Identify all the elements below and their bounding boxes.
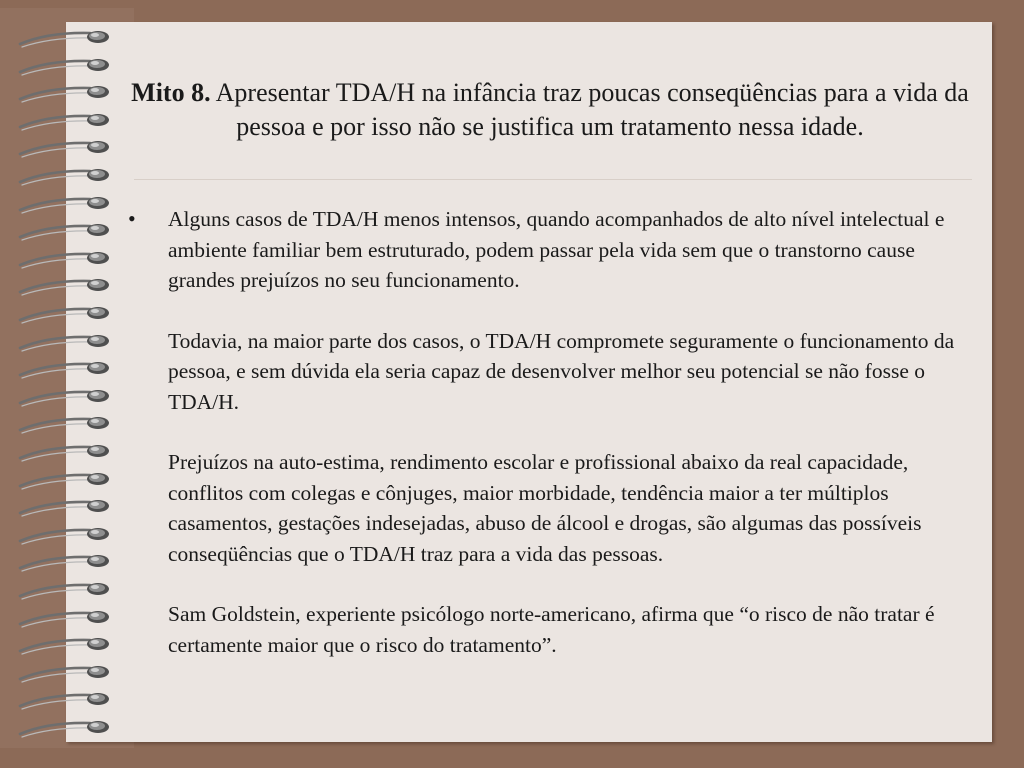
spiral-binding-ring-icon [18, 608, 114, 630]
spiral-binding-ring-icon [18, 470, 114, 492]
spiral-binding-ring-icon [18, 442, 114, 464]
spiral-binding-ring-icon [18, 359, 114, 381]
spiral-binding-ring-icon [18, 552, 114, 574]
title-bold: Mito 8. [131, 78, 211, 107]
bullet-point-icon: • [128, 206, 136, 231]
spiral-binding-ring-icon [18, 249, 114, 271]
paragraph: Todavia, na maior parte dos casos, o TDA/H compromete seguramente o funcionamento da pessoa, e sem dúvida ela seria capaz de desenvolver melhor seu potencial se não fosse o TDA/H. [168, 328, 955, 414]
paragraph: Alguns casos de TDA/H menos intensos, quando acompanhados de alto nível intelectual e ambiente familiar bem estruturado, podem passar pela vida sem que o transtorno cause grandes prejuízos no seu funcionamento. [168, 207, 945, 292]
spiral-binding-ring-icon [18, 28, 114, 50]
spiral-binding-ring-icon [18, 56, 114, 78]
spiral-binding-ring-icon [18, 83, 114, 105]
spiral-binding-ring-icon [18, 138, 114, 160]
paragraph: Sam Goldstein, experiente psicólogo norte-americano, afirma que “o risco de não tratar é certamente maior que o risco do tratamento”. [168, 602, 935, 657]
spiral-binding-ring-icon [18, 111, 114, 133]
bullet-content [128, 204, 968, 660]
slide-title [130, 76, 970, 144]
spiral-binding-ring-icon [18, 663, 114, 685]
spiral-binding-ring-icon [18, 332, 114, 354]
spiral-binding-ring-icon [18, 276, 114, 298]
spiral-binding-ring-icon [18, 387, 114, 409]
spiral-binding-ring-icon [18, 690, 114, 712]
spiral-binding-ring-icon [18, 718, 114, 740]
spiral-binding-ring-icon [18, 304, 114, 326]
spiral-binding-ring-icon [18, 635, 114, 657]
spiral-binding-ring-icon [18, 580, 114, 602]
title-divider [134, 179, 972, 180]
spiral-binding-ring-icon [18, 414, 114, 436]
spiral-binding-ring-icon [18, 221, 114, 243]
title-text: Apresentar TDA/H na infância traz poucas conseqüências para a vida da pessoa e por isso não se justifica um tratamento nessa idade. [210, 78, 969, 141]
spiral-binding-ring-icon [18, 525, 114, 547]
spiral-binding-ring-icon [18, 497, 114, 519]
spiral-binding-ring-icon [18, 166, 114, 188]
paragraph: Prejuízos na auto-estima, rendimento escolar e profissional abaixo da real capacidade, conflitos com colegas e cônjuges, maior morbidade, tendência maior a ter múltiplos casamentos, gestações indesejadas, abuso de álcool e drogas, são algumas das possíveis conseqüências que o TDA/H traz para a vida das pessoas. [168, 450, 922, 566]
spiral-binding-ring-icon [18, 194, 114, 216]
